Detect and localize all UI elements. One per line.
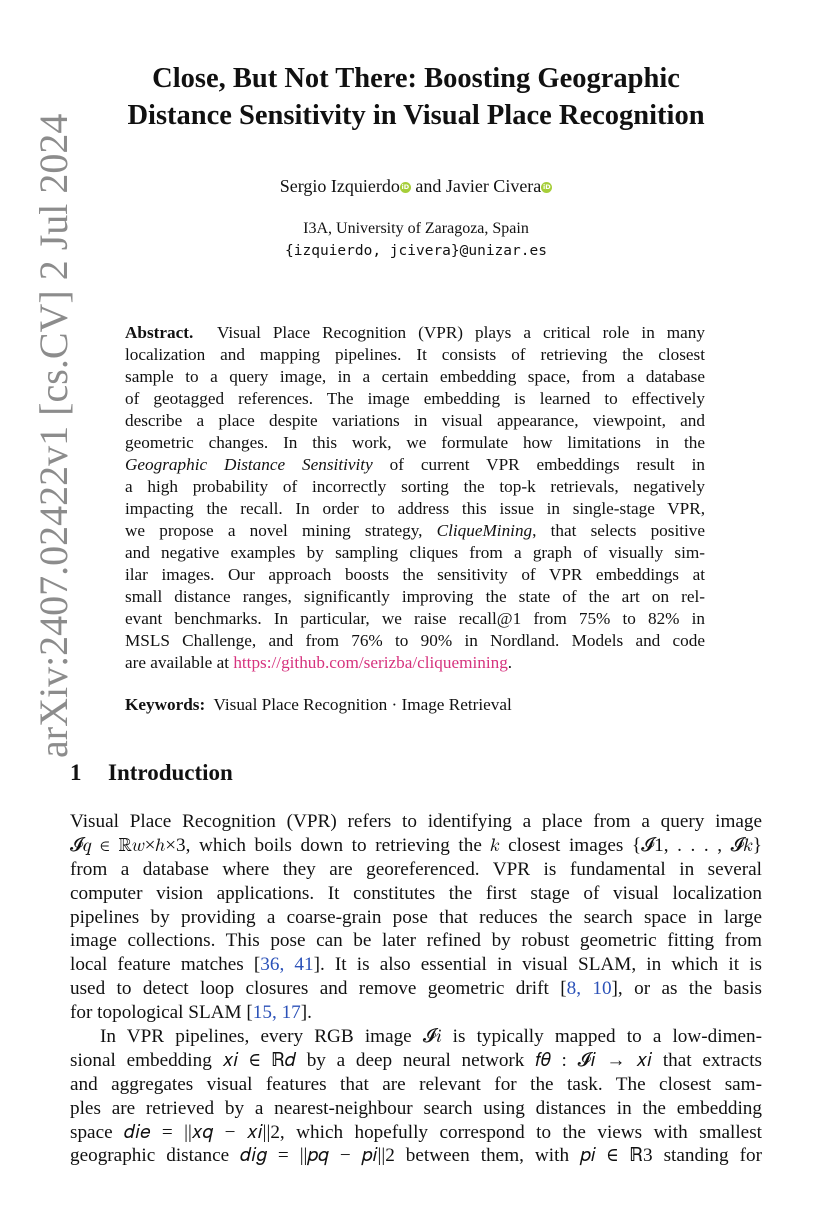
body-line: for topological SLAM [15, 17]. — [70, 1002, 312, 1024]
abstract-line: we propose a novel mining strategy, CliqueMining, that selects positive — [125, 521, 705, 540]
abstract-line: small distance ranges, significantly improving the state of the art on rel- — [125, 587, 705, 606]
body-line: pipelines by providing a coarse-grain pose that reduces the search space in large — [70, 906, 762, 928]
author-email: {izquierdo, jcivera}@unizar.es — [285, 243, 547, 259]
body-line: from a database where they are georeferenced. VPR is fundamental in several — [70, 858, 762, 880]
abstract-line: evant benchmarks. In particular, we raise recall@1 from 75% to 82% in — [125, 609, 705, 628]
body-line: space 𝑑𝑖𝑒 = ||𝑥𝑞 − 𝑥𝑖||2, which hopefully correspond to the views with smallest — [70, 1121, 762, 1143]
body-line: sional embedding 𝑥𝑖 ∈ ℝ𝑑 by a deep neural network 𝑓𝜃 : 𝓘𝑖 → 𝑥𝑖 that extracts — [70, 1049, 762, 1071]
abstract-line: ilar images. Our approach boosts the sensitivity of VPR embeddings at — [125, 565, 705, 584]
author-list — [70, 174, 762, 198]
citation-link[interactable]: 36, 41 — [260, 954, 314, 976]
paper-title — [70, 60, 762, 134]
body-line: In VPR pipelines, every RGB image 𝓘𝑖 is typically mapped to a low-dimen- — [100, 1026, 762, 1048]
abstract-line: MSLS Challenge, and from 76% to 90% in Nordland. Models and code — [125, 631, 705, 650]
title-line-1: Close, But Not There: Boosting Geographic — [152, 63, 680, 94]
abstract-line: describe a place despite variations in visual appearance, viewpoint, and — [125, 411, 705, 430]
section-heading — [70, 758, 233, 788]
body-line: ples are retrieved by a nearest-neighbour search using distances in the embedding — [70, 1097, 762, 1119]
body-line: computer vision applications. It constitutes the first stage of visual localization — [70, 882, 762, 904]
abstract-line: localization and mapping pipelines. It consists of retrieving the closest — [125, 345, 705, 364]
body-line: image collections. This pose can be later refined by robust geometric fitting from — [70, 930, 762, 952]
abstract-line: of geotagged references. The image embedding is learned to effectively — [125, 389, 705, 408]
abstract-line: Geographic Distance Sensitivity of current VPR embeddings result in — [125, 455, 706, 474]
method-name: CliqueMining — [436, 521, 533, 540]
abstract-line: and negative examples by sampling cliques from a graph of visually sim- — [125, 543, 705, 562]
body-text — [70, 810, 762, 1168]
section-number: 1 — [70, 760, 82, 785]
arxiv-identifier: arXiv:2407.02422v1 [cs.CV] 2 Jul 2024 — [31, 113, 76, 758]
author-name: Sergio Izquierdo — [279, 176, 400, 196]
keywords — [125, 694, 705, 716]
affiliation-block — [70, 218, 762, 262]
body-line: local feature matches [36, 41]. It is also essential in visual SLAM, in which it is — [70, 954, 763, 976]
body-line: and aggregates visual features that are relevant for the task. The closest sam- — [70, 1073, 762, 1095]
affiliation: I3A, University of Zaragoza, Spain — [303, 220, 529, 237]
citation-link[interactable]: 8, 10 — [566, 978, 612, 1000]
citation-link[interactable]: 15, 17 — [252, 1002, 301, 1024]
author-connector: and — [415, 176, 442, 196]
body-line: used to detect loop closures and remove geometric drift [8, 10], or as the basis — [70, 978, 762, 1000]
orcid-icon[interactable]: iD — [542, 183, 551, 191]
abstract-line: sample to a query image, in a certain embedding space, from a database — [125, 367, 705, 386]
body-line: geographic distance 𝑑𝑖𝑔 = ||𝑝𝑞 − 𝑝𝑖||2 between them, with 𝑝𝑖 ∈ ℝ3 standing for — [70, 1145, 762, 1167]
abstract-line: are available at https://github.com/serizba/cliquemining. — [125, 653, 513, 672]
abstract-line: a high probability of incorrectly sorting the top-k retrievals, negatively — [125, 477, 705, 496]
title-line-2: Distance Sensitivity in Visual Place Recognition — [127, 100, 705, 131]
abstract-line: impacting the recall. In order to address this issue in single-stage VPR, — [125, 499, 705, 518]
keywords-text: Visual Place Recognition · Image Retrieval — [213, 695, 512, 714]
orcid-icon[interactable]: iD — [401, 183, 410, 191]
body-line: Visual Place Recognition (VPR) refers to identifying a place from a query image — [70, 811, 762, 832]
abstract-line: Abstract. Visual Place Recognition (VPR) plays a critical role in many — [125, 323, 705, 342]
emphasis-text: Geographic Distance Sensitivity — [125, 455, 373, 474]
body-line: 𝓘𝑞 ∈ ℝ𝑤×ℎ×3, which boils down to retrieving the 𝑘 closest images {𝓘1, . . . , 𝓘𝑘} — [70, 834, 762, 856]
abstract — [125, 322, 705, 674]
author-name: Javier Civera — [445, 176, 542, 196]
section-title: Introduction — [108, 760, 233, 785]
code-link[interactable]: https://github.com/serizba/cliquemining — [233, 653, 508, 672]
keywords-label: Keywords: — [125, 695, 206, 714]
abstract-line: geometric changes. In this work, we formulate how limitations in the — [125, 433, 705, 452]
abstract-label: Abstract. — [125, 323, 194, 342]
